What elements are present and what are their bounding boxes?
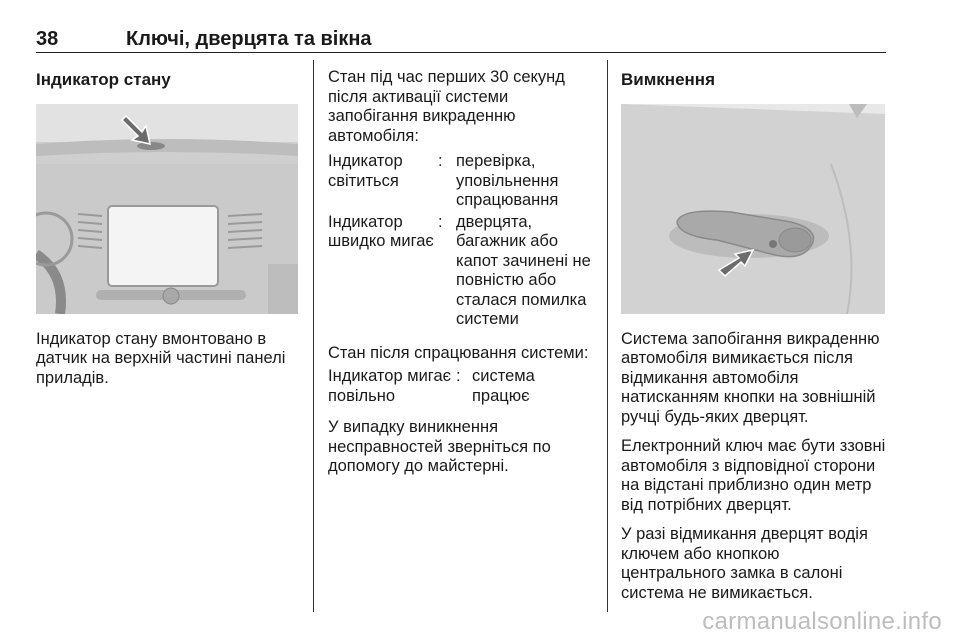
status-row	[328, 213, 596, 330]
intro-text: Стан під час перших 30 секунд після активації системи запобігання викраденню автомобіля:	[328, 68, 565, 145]
status-desc: система працює	[472, 367, 535, 405]
column-divider	[313, 60, 314, 612]
status-term: Індикатор швидко мигає	[328, 212, 434, 250]
column-divider	[607, 60, 608, 612]
status-colon: :	[438, 152, 443, 170]
status-term: Індикатор мигає повільно	[328, 367, 452, 405]
section-heading: Вимкнення	[621, 70, 715, 89]
paragraph: Система запобігання викраденню автомобіля вимикається після відмикання автомобіля натисканням кнопки на зовнішній ручці будь-яких дверцят.	[621, 329, 880, 426]
status-desc: дверцята, багажник або капот зачинені не повністю або сталася помилка системи	[456, 212, 591, 328]
status-term: Індикатор світиться	[328, 152, 403, 190]
after-label: Стан після спрацювання системи:	[328, 343, 589, 362]
watermark: carmanualsonline.info	[702, 608, 942, 635]
status-row	[328, 152, 596, 211]
chapter-title: Ключі, дверцята та вікна	[126, 28, 372, 50]
paragraph: У разі відмикання дверцят водія ключем або кнопкою центрального замка в салоні система не вимикається.	[621, 525, 868, 602]
status-desc: перевірка, уповільнення спрацювання	[456, 152, 559, 209]
column-left	[36, 60, 301, 388]
page-number: 38	[36, 28, 59, 50]
column-middle	[328, 60, 596, 477]
section-heading: Індикатор стану	[36, 70, 171, 89]
fault-text: У випадку виникнення несправностей зверніться по допомогу до майстерні.	[328, 418, 551, 475]
dashboard-illustration-icon	[36, 104, 298, 314]
status-colon: :	[438, 212, 443, 231]
status-colon: :	[456, 367, 461, 385]
status-row	[328, 367, 596, 406]
column-right	[621, 60, 887, 603]
caption: Індикатор стану вмонтовано в датчик на верхній частині панелі приладів.	[36, 329, 286, 387]
paragraph: Електронний ключ має бути ззовні автомобіля з відповідної сторони на відстані приблизно один метр від потрібних дверцят.	[621, 437, 886, 514]
page-header	[36, 22, 886, 53]
door-handle-illustration-icon	[621, 104, 885, 314]
